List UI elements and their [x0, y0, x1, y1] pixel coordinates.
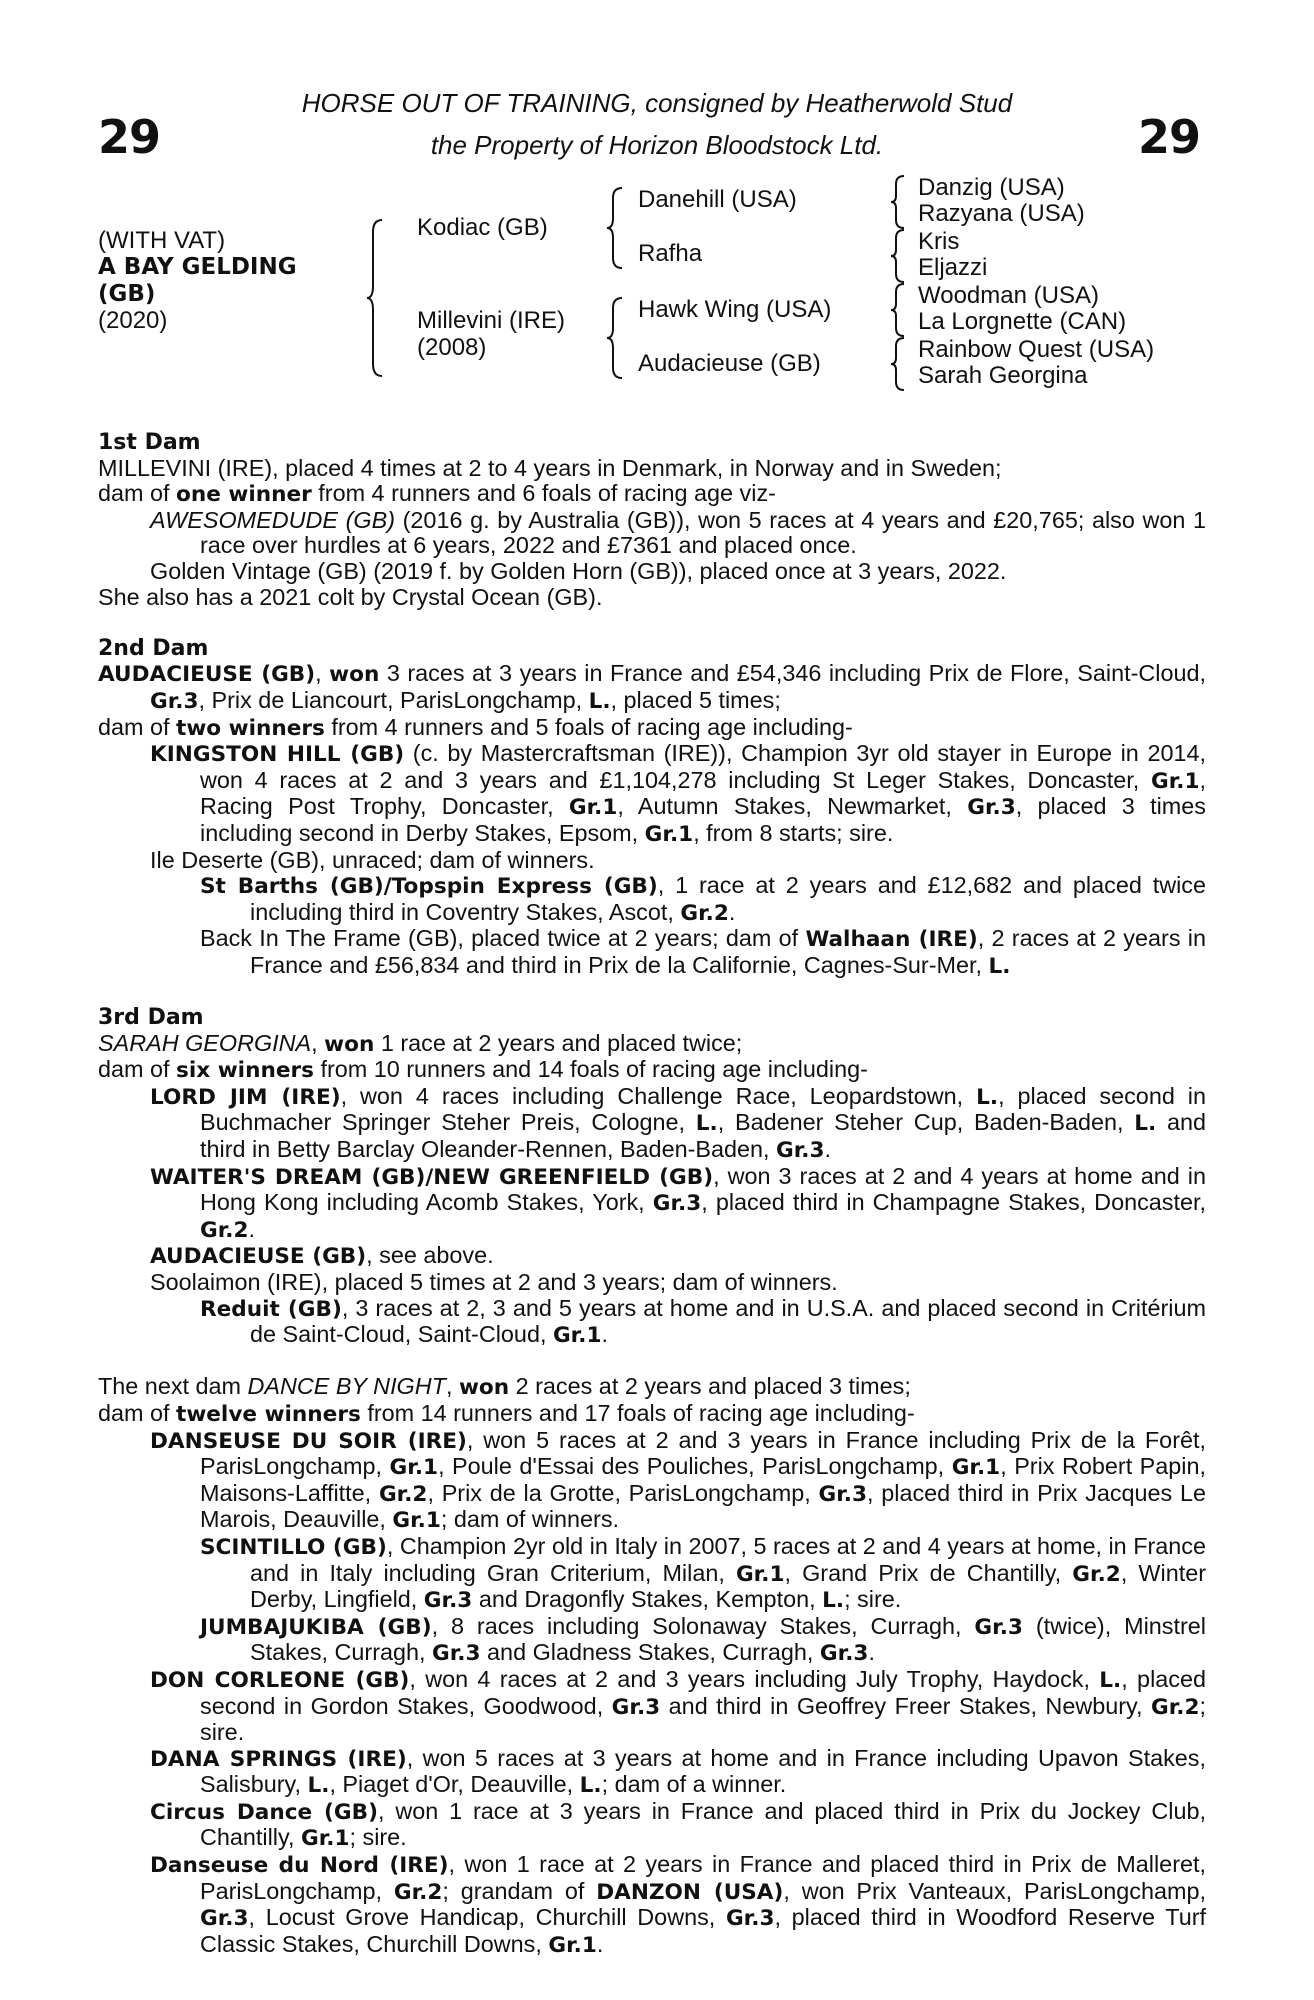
second-dam-section [98, 636, 1206, 980]
first-dam-section [98, 430, 1206, 610]
brace-gen3-1 [890, 174, 910, 230]
produce-entry: DANSEUSE DU SOIR (IRE), won 5 races at 2 and 3 years in France including Prix de la Forêt, ParisLongchamp, Gr.1, Poule d'Essai des Pouliches, ParisLongchamp, Gr.1, Prix Robert Papin, Maisons-Laffitte, Gr.2, Prix de la Grotte, ParisLongchamp, Gr.3, placed third in Prix Jacques Le Marois, Deauville, Gr.1; dam of winners. [150, 1426, 1207, 1534]
subject-name: A BAY GELDING [98, 254, 297, 280]
produce-entry: Golden Vintage (GB) (2019 f. by Golden Horn (GB)), placed once at 3 years, 2022. [150, 557, 1007, 584]
catalogue-header [0, 82, 1314, 166]
produce-entry: Circus Dance (GB), won 1 race at 3 years in France and placed third in Prix du Jockey Club, Chantilly, Gr.1; sire. [150, 1797, 1206, 1852]
produce-entry: Soolaimon (IRE), placed 5 times at 2 and 3 years; dam of winners. [150, 1269, 838, 1295]
produce-summary: dam of twelve winners from 14 runners and 17 foals of racing age including- [98, 1399, 915, 1427]
pedigree-gen4-2: Razyana (USA) [918, 200, 1085, 227]
pedigree-dam-dam: Audacieuse (GB) [638, 350, 821, 377]
brace-gen3-4 [890, 336, 910, 392]
section-heading: 2nd Dam [98, 635, 209, 661]
lot-number-left: 29 [98, 110, 161, 164]
produce-entry: AWESOMEDUDE (GB) (2016 g. by Australia (GB)), won 5 races at 4 years and £20,765; also won 1 race over hurdles at 6 years, 2022 and £7361 and placed once. [150, 506, 1207, 559]
pedigree-gen4-8: Sarah Georgina [918, 362, 1088, 389]
pedigree-sire-dam: Rafha [638, 240, 703, 267]
subject-origin: (GB) [98, 281, 156, 307]
lot-number-right: 29 [1137, 110, 1200, 164]
produce-summary: dam of one winner from 4 runners and 6 foals of racing age viz- [98, 480, 776, 508]
pedigree-dam-sire: Hawk Wing (USA) [638, 296, 832, 323]
header-line-1: HORSE OUT OF TRAINING, consigned by Heatherwold Stud [301, 88, 1013, 118]
produce-entry: Danseuse du Nord (IRE), won 1 race at 2 years in France and placed third in Prix de Malleret, ParisLongchamp, Gr.2; grandam of DANZON (USA), won Prix Vanteaux, ParisLongchamp, Gr.3, Locust Grove Handicap, Churchill Downs, Gr.3, placed third in Woodford Reserve Turf Classic Stakes, Churchill Downs, Gr.1. [150, 1851, 1206, 1958]
produce-entry: Reduit (GB), 3 races at 2, 3 and 5 years at home and in U.S.A. and placed second in Critérium de Saint-Cloud, Saint-Cloud, Gr.1. [200, 1294, 1206, 1349]
pedigree-sire-sire: Danehill (USA) [638, 186, 797, 213]
produce-entry: AUDACIEUSE (GB), see above. [150, 1242, 494, 1270]
produce-summary: dam of six winners from 10 runners and 14 foals of racing age including- [98, 1056, 868, 1084]
brace-gen3-2 [890, 228, 910, 284]
produce-entry: SCINTILLO (GB), Champion 2yr old in Italy in 2007, 5 races at 2 and 4 years at home, in France and in Italy including Gran Criterium, Milan, Gr.1, Grand Prix de Chantilly, Gr.2, Winter Derby, Lingfield, Gr.3 and Dragonfly Stakes, Kempton, L.; sire. [200, 1532, 1206, 1614]
third-dam-section [98, 1005, 1206, 1349]
brace-gen3-3 [890, 282, 910, 338]
subject-year: (2020) [98, 307, 168, 334]
header-line-2: the Property of Horizon Bloodstock Ltd. [430, 130, 884, 160]
subject-vat: (WITH VAT) [98, 227, 226, 254]
catalogue-page-body [98, 430, 1206, 1958]
brace-gen2-dam [606, 296, 628, 380]
dam-summary: SARAH GEORGINA, won 1 race at 2 years and placed twice; [98, 1029, 743, 1057]
pedigree-gen4-6: La Lorgnette (CAN) [918, 308, 1127, 335]
pedigree-gen4-5: Woodman (USA) [918, 282, 1099, 309]
pedigree-dam: Millevini (IRE) [417, 307, 566, 334]
produce-entry: KINGSTON HILL (GB) (c. by Mastercraftsman (IRE)), Champion 3yr old stayer in Europe in 2014, won 4 races at 2 and 3 years and £1,104,278 including St Leger Stakes, Doncaster, Gr.1, Racing Post Trophy, Doncaster, Gr.1, Autumn Stakes, Newmarket, Gr.3, placed 3 times including second in Derby Stakes, Epsom, Gr.1, from 8 starts; sire. [150, 740, 1206, 847]
pedigree-gen4-1: Danzig (USA) [918, 174, 1065, 201]
pedigree-gen4-7: Rainbow Quest (USA) [918, 336, 1155, 363]
pedigree-gen4-3: Kris [918, 228, 960, 255]
dam-summary: The next dam DANCE BY NIGHT, won 2 races at 2 years and placed 3 times; [98, 1373, 911, 1401]
section-heading: 3rd Dam [98, 1005, 204, 1031]
produce-entry: St Barths (GB)/Topspin Express (GB), 1 race at 2 years and £12,682 and placed twice including third in Coventry Stakes, Ascot, Gr.2. [200, 872, 1206, 926]
produce-entry: Back In The Frame (GB), placed twice at 2 years; dam of Walhaan (IRE), 2 races at 2 years in France and £56,834 and third in Prix de la Californie, Cagnes-Sur-Mer, L. [200, 925, 1206, 979]
produce-entry: Ile Deserte (GB), unraced; dam of winners. [150, 846, 595, 873]
brace-gen2-sire [606, 186, 628, 270]
produce-entry: DON CORLEONE (GB), won 4 races at 2 and 3 years including July Trophy, Haydock, L., placed second in Gordon Stakes, Goodwood, Gr.3 and third in Geoffrey Freer Stakes, Newbury, Gr.2; sire. [150, 1665, 1206, 1746]
pedigree-dam-year: (2008) [417, 334, 487, 361]
produce-entry: LORD JIM (IRE), won 4 races including Challenge Race, Leopardstown, L., placed second in Buchmacher Springer Steher Preis, Cologne, L., Badener Steher Cup, Baden-Baden, L. and third in Betty Barclay Oleander-Rennen, Baden-Baden, Gr.3. [150, 1082, 1207, 1164]
produce-summary: dam of two winners from 4 runners and 5 foals of racing age including- [98, 713, 853, 741]
produce-entry: DANA SPRINGS (IRE), won 5 races at 3 years at home and in France including Upavon Stakes, Salisbury, L., Piaget d'Or, Deauville, L.; dam of a winner. [150, 1744, 1206, 1799]
section-heading: 1st Dam [98, 430, 201, 455]
next-dam-section [98, 1374, 1206, 1958]
dam-summary: AUDACIEUSE (GB), won 3 races at 3 years in France and £54,346 including Prix de Flore, Saint-Cloud, Gr.3, Prix de Liancourt, ParisLongchamp, L., placed 5 times; [98, 660, 1207, 714]
pedigree-gen4-4: Eljazzi [918, 254, 988, 281]
pedigree-sire: Kodiac (GB) [417, 214, 548, 241]
produce-entry: WAITER'S DREAM (GB)/NEW GREENFIELD (GB), won 3 races at 2 and 4 years at home and in Hong Kong including Acomb Stakes, York, Gr.3, placed third in Champagne Stakes, Doncaster, Gr.2. [150, 1162, 1207, 1243]
produce-note: She also has a 2021 colt by Crystal Ocean (GB). [98, 583, 603, 610]
produce-entry: JUMBAJUKIBA (GB), 8 races including Solonaway Stakes, Curragh, Gr.3 (twice), Minstrel Stakes, Curragh, Gr.3 and Gladness Stakes, Curragh, Gr.3. [200, 1612, 1206, 1667]
dam-summary: MILLEVINI (IRE), placed 4 times at 2 to 4 years in Denmark, in Norway and in Sweden; [98, 454, 1002, 481]
brace-gen1 [366, 218, 388, 378]
